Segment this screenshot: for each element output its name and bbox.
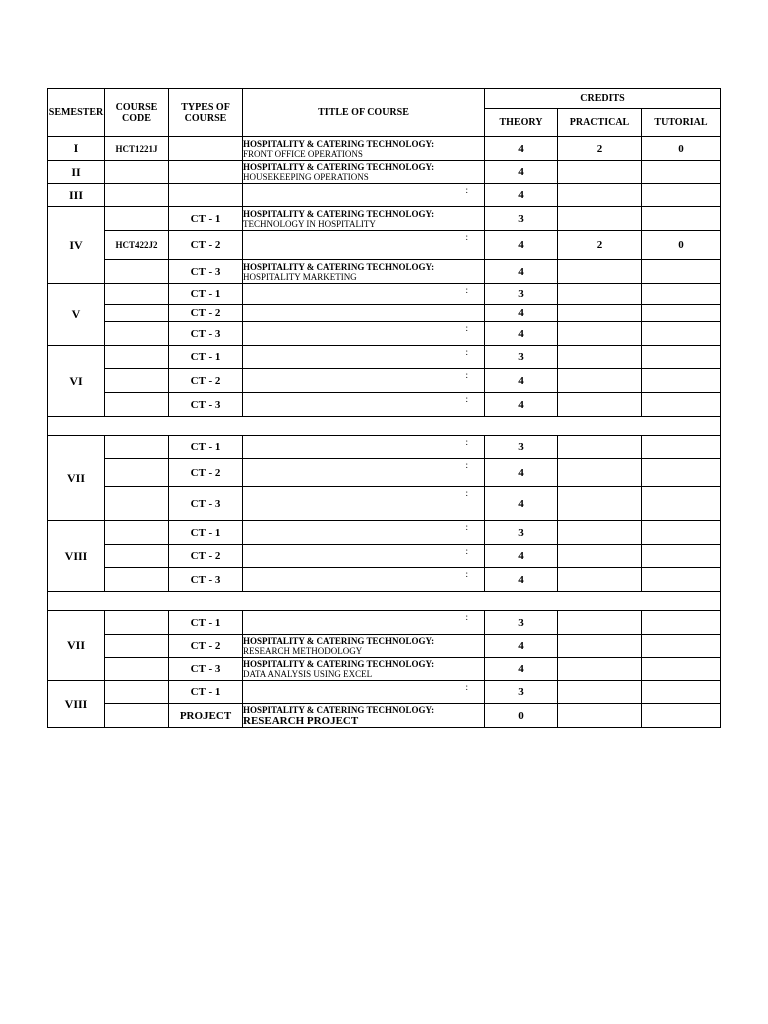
course-title-cell [243,260,485,284]
course-type-cell: CT - 1 [169,436,243,459]
course-type-cell: CT - 1 [169,207,243,231]
table-row [48,681,721,704]
course-title-cell [243,611,485,635]
colon-mark: : [465,569,468,579]
semester-cell: VIII [48,521,105,592]
title-line-2: RESEARCH PROJECT [243,714,359,727]
theory-cell: 4 [485,658,558,681]
table-row [48,658,721,681]
title-line-2: FRONT OFFICE OPERATIONS [243,148,363,159]
header-title-of-course: TITLE OF COURSE [243,89,485,137]
tutorial-cell [642,184,721,207]
course-credits-table [47,88,721,728]
title-line-1: HOSPITALITY & CATERING TECHNOLOGY: [243,138,435,149]
tutorial-cell [642,704,721,728]
course-code-cell [105,568,169,592]
semester-cell: V [48,284,105,346]
course-type-cell: CT - 1 [169,611,243,635]
separator-row [48,417,721,436]
header-course-code: COURSE CODE [105,89,169,137]
theory-cell: 0 [485,704,558,728]
semester-cell: VIII [48,681,105,728]
practical-cell [558,346,642,369]
course-code-cell [105,393,169,417]
course-title-cell [243,658,485,681]
table-row [48,611,721,635]
course-code-cell: HCT1221J [105,137,169,161]
practical-cell [558,658,642,681]
course-code-cell [105,305,169,322]
theory-cell: 4 [485,568,558,592]
course-code-cell [105,681,169,704]
colon-mark: : [465,522,468,532]
course-type-cell: CT - 1 [169,346,243,369]
table-row [48,322,721,346]
practical-cell [558,393,642,417]
theory-cell: 3 [485,521,558,545]
theory-cell: 4 [485,393,558,417]
course-title-cell [243,704,485,728]
practical-cell [558,704,642,728]
course-code-cell [105,521,169,545]
course-type-cell [169,184,243,207]
table-row [48,207,721,231]
separator-row [48,592,721,611]
header-theory: THEORY [485,109,558,137]
practical-cell [558,161,642,184]
colon-mark: : [465,682,468,692]
course-code-cell [105,369,169,393]
semester-cell: I [48,137,105,161]
course-code-cell [105,459,169,487]
course-type-cell: PROJECT [169,704,243,728]
course-type-cell: CT - 2 [169,231,243,260]
semester-cell: II [48,161,105,184]
theory-cell: 4 [485,231,558,260]
theory-cell: 4 [485,369,558,393]
theory-cell: 4 [485,459,558,487]
theory-cell: 3 [485,681,558,704]
semester-cell: VII [48,611,105,681]
title-line-1: HOSPITALITY & CATERING TECHNOLOGY: [243,636,435,646]
colon-mark: : [465,285,468,295]
tutorial-cell [642,436,721,459]
title-line-2: TECHNOLOGY IN HOSPITALITY [243,218,376,229]
title-line-1: HOSPITALITY & CATERING TECHNOLOGY: [243,261,435,272]
tutorial-cell [642,487,721,521]
table-row [48,284,721,305]
practical-cell [558,487,642,521]
table-row [48,369,721,393]
theory-cell: 3 [485,284,558,305]
table-row [48,568,721,592]
course-title-cell [243,161,485,184]
header-tutorial: TUTORIAL [642,109,721,137]
header-credits: CREDITS [485,89,721,109]
title-line-2: HOUSEKEEPING OPERATIONS [243,172,369,182]
practical-cell [558,260,642,284]
tutorial-cell: 0 [642,137,721,161]
course-code-cell [105,184,169,207]
course-code-cell [105,260,169,284]
practical-cell [558,521,642,545]
colon-mark: : [465,323,468,333]
tutorial-cell [642,459,721,487]
course-code-cell [105,487,169,521]
practical-cell: 2 [558,231,642,260]
semester-cell: VII [48,436,105,521]
tutorial-cell [642,568,721,592]
table-row [48,346,721,369]
course-title-cell [243,459,485,487]
course-type-cell: CT - 3 [169,568,243,592]
colon-mark: : [465,460,468,470]
practical-cell [558,207,642,231]
course-code-cell [105,161,169,184]
title-line-1: HOSPITALITY & CATERING TECHNOLOGY: [243,162,435,172]
practical-cell [558,322,642,346]
course-title-cell [243,284,485,305]
colon-mark: : [465,232,468,242]
table-row [48,704,721,728]
semester-cell: VI [48,346,105,417]
table-row [48,305,721,322]
course-title-cell [243,635,485,658]
colon-mark: : [465,394,468,404]
course-code-cell [105,284,169,305]
table-row [48,459,721,487]
tutorial-cell [642,260,721,284]
tutorial-cell [642,369,721,393]
table-row [48,487,721,521]
theory-cell: 4 [485,635,558,658]
table-row [48,521,721,545]
course-code-cell: HCT422J2 [105,231,169,260]
practical-cell: 2 [558,137,642,161]
practical-cell [558,305,642,322]
colon-mark: : [465,347,468,357]
theory-cell: 3 [485,346,558,369]
title-line-1: HOSPITALITY & CATERING TECHNOLOGY: [243,704,435,715]
practical-cell [558,545,642,568]
table-row [48,436,721,459]
course-title-cell [243,436,485,459]
colon-mark: : [465,488,468,498]
table-row [48,231,721,260]
tutorial-cell [642,305,721,322]
practical-cell [558,184,642,207]
practical-cell [558,459,642,487]
table-row [48,137,721,161]
course-code-cell [105,611,169,635]
theory-cell: 4 [485,137,558,161]
tutorial-cell [642,346,721,369]
course-type-cell: CT - 3 [169,487,243,521]
tutorial-cell [642,545,721,568]
table-row [48,184,721,207]
course-type-cell: CT - 2 [169,305,243,322]
theory-cell: 4 [485,322,558,346]
tutorial-cell [642,161,721,184]
course-type-cell: CT - 3 [169,260,243,284]
title-line-2: RESEARCH METHODOLOGY [243,646,363,656]
table-row [48,393,721,417]
tutorial-cell [642,284,721,305]
course-code-cell [105,545,169,568]
table-row [48,260,721,284]
course-type-cell: CT - 3 [169,322,243,346]
practical-cell [558,284,642,305]
tutorial-cell [642,681,721,704]
theory-cell: 3 [485,207,558,231]
course-type-cell: CT - 2 [169,459,243,487]
colon-mark: : [465,437,468,447]
course-type-cell [169,137,243,161]
course-title-cell [243,521,485,545]
title-line-2: DATA ANALYSIS USING EXCEL [243,669,373,679]
course-title-cell [243,137,485,161]
theory-cell: 4 [485,487,558,521]
tutorial-cell: 0 [642,231,721,260]
practical-cell [558,681,642,704]
course-type-cell: CT - 2 [169,545,243,568]
course-code-cell [105,658,169,681]
theory-cell: 4 [485,305,558,322]
course-title-cell [243,393,485,417]
table-row [48,635,721,658]
course-title-cell [243,207,485,231]
course-type-cell: CT - 1 [169,284,243,305]
semester-cell: IV [48,207,105,284]
practical-cell [558,568,642,592]
header-practical: PRACTICAL [558,109,642,137]
course-title-cell [243,305,485,322]
course-code-cell [105,322,169,346]
course-type-cell [169,161,243,184]
course-code-cell [105,635,169,658]
practical-cell [558,635,642,658]
table-row [48,545,721,568]
practical-cell [558,436,642,459]
practical-cell [558,369,642,393]
theory-cell: 4 [485,184,558,207]
course-title-cell [243,231,485,260]
title-line-2: HOSPITALITY MARKETING [243,271,357,282]
course-title-cell [243,545,485,568]
course-title-cell [243,568,485,592]
semester-cell: III [48,184,105,207]
theory-cell: 4 [485,545,558,568]
course-title-cell [243,487,485,521]
course-type-cell: CT - 2 [169,635,243,658]
theory-cell: 4 [485,161,558,184]
title-line-1: HOSPITALITY & CATERING TECHNOLOGY: [243,208,435,219]
course-type-cell: CT - 3 [169,658,243,681]
course-type-cell: CT - 2 [169,369,243,393]
title-line-1: HOSPITALITY & CATERING TECHNOLOGY: [243,659,435,669]
practical-cell [558,611,642,635]
tutorial-cell [642,207,721,231]
course-code-cell [105,436,169,459]
header-types-of-course: TYPES OF COURSE [169,89,243,137]
theory-cell: 3 [485,611,558,635]
tutorial-cell [642,611,721,635]
tutorial-cell [642,658,721,681]
theory-cell: 4 [485,260,558,284]
colon-mark: : [465,546,468,556]
course-title-cell [243,369,485,393]
tutorial-cell [642,322,721,346]
course-code-cell [105,346,169,369]
course-title-cell [243,322,485,346]
tutorial-cell [642,635,721,658]
table-row [48,161,721,184]
tutorial-cell [642,393,721,417]
course-type-cell: CT - 1 [169,521,243,545]
header-semester: SEMESTER [48,89,105,137]
tutorial-cell [642,521,721,545]
course-title-cell [243,346,485,369]
colon-mark: : [465,185,468,195]
theory-cell: 3 [485,436,558,459]
course-title-cell [243,184,485,207]
course-code-cell [105,704,169,728]
course-code-cell [105,207,169,231]
colon-mark: : [465,370,468,380]
colon-mark: : [465,612,468,622]
course-type-cell: CT - 1 [169,681,243,704]
course-type-cell: CT - 3 [169,393,243,417]
course-title-cell [243,681,485,704]
